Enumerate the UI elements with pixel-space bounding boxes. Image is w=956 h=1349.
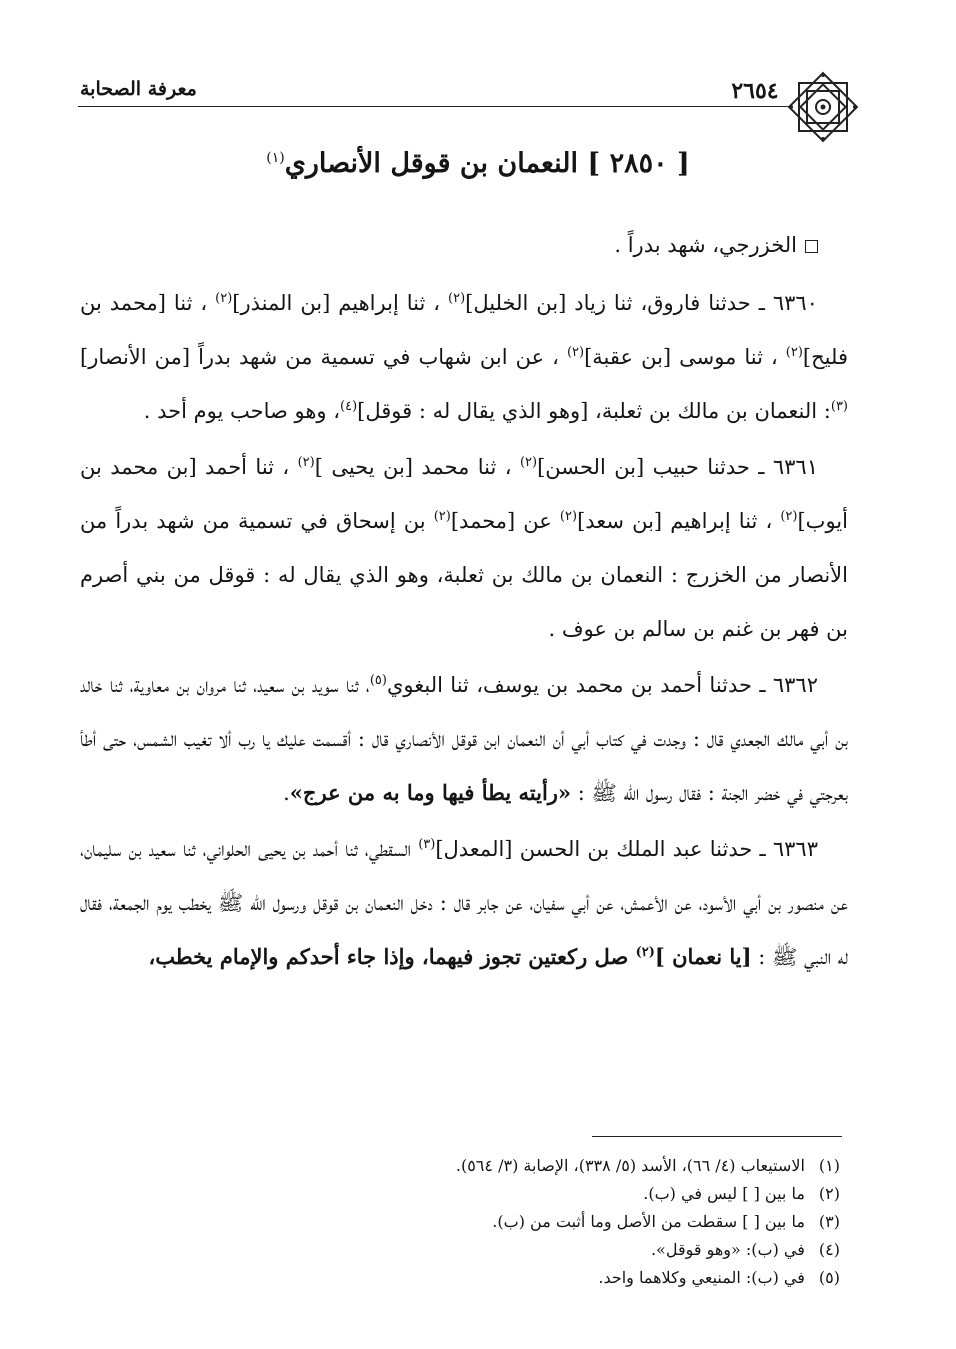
footnote-number: (٥) bbox=[818, 1268, 840, 1287]
footnote bbox=[80, 1264, 840, 1292]
footnote-number: (٣) bbox=[818, 1212, 840, 1231]
intro-text: الخزرجي، شهد بدراً . bbox=[614, 233, 797, 257]
square-bullet-icon bbox=[805, 240, 818, 253]
footnote bbox=[80, 1180, 840, 1208]
chapter-number: ٢٨٥٠ bbox=[609, 148, 668, 179]
narration-paragraph: ٦٣٦٠ ـ حدثنا فاروق، ثنا زياد [بن الخليل]$^{(٢)}$ ، ثنا إبراهيم [بن المنذر]$^{(٢)}$ ، ثنا [محمد بن فليح]$^{(٢)}$ ، ثنا موسى [بن عقبة]$^{(٢)}$ ، عن ابن شهاب في تسمية من شهد بدراً [من الأنصار]$^{(٣)}$: النعمان بن مالك بن ثعلبة، [وهو الذي يقال له : قوقل]$^{(٤)}$، وهو صاحب يوم أحد . bbox=[80, 291, 848, 423]
intro-line bbox=[80, 218, 848, 272]
footnote-number: (٢) bbox=[818, 1184, 840, 1203]
chapter-name: النعمان بن قوقل الأنصاري bbox=[284, 148, 578, 179]
narration-paragraph: ٦٣٦١ ـ حدثنا حبيب [بن الحسن]$^{(٢)}$ ، ثنا محمد [بن يحيى ]$^{(٢)}$ ، ثنا أحمد [بن محمد بن أيوب]$^{(٢)}$ ، ثنا إبراهيم [بن سعد]$^{(٢)}$ عن [محمد]$^{(٢)}$ بن إسحاق في تسمية من شهد بدراً من الأنصار من الخزرج : النعمان بن مالك بن ثعلبة، وهو الذي يقال له : قوقل من بني أصرم بن فهر بن غنم بن سالم بن عوف . bbox=[80, 455, 848, 641]
header-rule bbox=[78, 106, 790, 107]
footnote-text: ما بين [ ] سقطت من الأصل وما أثبت من (ب). bbox=[492, 1212, 805, 1231]
footnote bbox=[80, 1236, 840, 1264]
footnote-text: الاستيعاب (٤/ ٦٦)، الأسد (٥/ ٣٣٨)، الإصابة (٣/ ٥٦٤). bbox=[455, 1156, 805, 1175]
footnote-rule bbox=[592, 1136, 842, 1137]
footnote-text: في (ب): المنيعي وكلاهما واحد. bbox=[598, 1268, 805, 1287]
footnote bbox=[80, 1208, 840, 1236]
running-title: معرفة الصحابة bbox=[80, 78, 197, 100]
footnotes bbox=[80, 1152, 840, 1292]
page-number: ٢٦٥٤ bbox=[731, 78, 779, 104]
footnote-text: ما بين [ ] ليس في (ب). bbox=[643, 1184, 805, 1203]
footnote-text: في (ب): «وهو قوقل». bbox=[650, 1240, 805, 1259]
narration-paragraph: ٦٣٦٣ ـ حدثنا عبد الملك بن الحسن [المعدل]$^{(٣)}$ السقطي، ثنا أحمد بن يحيى الحلواني، ثنا سعيد بن سليمان، عن منصور بن أبي الأسود، عن الأعمش، عن أبي سفيان، عن جابر قال : دخل النعمان بن قوقل ورسول الله ﷺ يخطب يوم الجمعة، فقال له النبي ﷺ : [يا نعمان ]$^{(٢)}$ صل ركعتين تجوز فيهما، وإذا جاء أحدكم والإمام يخطب، bbox=[80, 837, 848, 969]
eight-point-star-ornament-icon bbox=[786, 70, 860, 144]
footnote-number: (١) bbox=[818, 1156, 840, 1175]
chapter-bracket-open: [ bbox=[676, 148, 690, 179]
narration-paragraph: ٦٣٦٢ ـ حدثنا أحمد بن محمد بن يوسف، ثنا البغوي$^{(٥)}$، ثنا سويد بن سعيد، ثنا مروان بن معاوية، ثنا خالد بن أبي مالك الجعدي قال : وجدت في كتاب أبي أن النعمان ابن قوقل الأنصاري قال : أقسمت عليك يا رب ألا تغيب الشمس، حتى أطأ بعرجتي في خضر الجنة : فقال رسول الله ﷺ : «رأيته يطأ فيها وما به من عرج». bbox=[80, 673, 848, 805]
main-text bbox=[80, 218, 848, 986]
footnote-number: (٤) bbox=[818, 1240, 840, 1259]
footnote bbox=[80, 1152, 840, 1180]
chapter-footnote-ref: (١) bbox=[266, 150, 285, 166]
chapter-title bbox=[120, 148, 836, 179]
chapter-bracket-close: ] bbox=[587, 148, 601, 179]
